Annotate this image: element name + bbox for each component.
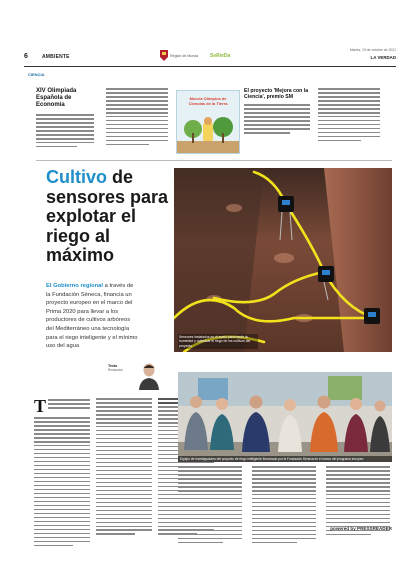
promo-title: Murcia Olímpica de Ciencias de la Tierra (188, 96, 228, 106)
region-logo-text: Región de Murcia (170, 54, 199, 58)
brief-4-headline: El proyecto 'Mejora con la Ciencia', premio SM (244, 88, 309, 101)
header-rule (24, 66, 396, 67)
rubric-label: CIENCIA (28, 72, 45, 77)
region-logo-icon (160, 50, 168, 61)
main-headline-rest: de sensores para explotar el riego al máximo (46, 167, 169, 265)
page-header (24, 48, 396, 64)
promo-box (176, 90, 240, 154)
pressreader-badge[interactable]: powered by PRESSREADER (330, 526, 392, 531)
body-column-2 (96, 398, 152, 535)
section-label: AMBIENTE (42, 54, 70, 60)
edition-date: Martes, 19 de octubre de 2021 (349, 48, 396, 52)
main-headline-accent: Cultivo (46, 167, 107, 187)
byline-role: Redacción (108, 368, 124, 372)
brief-2 (106, 88, 168, 145)
team-photo-caption: Equipo de investigadores del proyecto de riego inteligente financiado por la Fundación Séneca en el marco del programa europeo (178, 456, 392, 462)
author-avatar (138, 362, 160, 390)
main-headline (46, 168, 174, 266)
main-lead (46, 282, 138, 351)
team-photo (178, 372, 392, 462)
body-column-1 (34, 398, 90, 546)
briefs-rule (36, 160, 392, 161)
brief-4 (244, 88, 310, 134)
body-column-6 (326, 466, 390, 535)
page-number: 6 (24, 53, 28, 60)
main-lead-accent: El Gobierno regional (46, 283, 104, 289)
newspaper-name: LA VERDAD (370, 55, 396, 60)
byline-name: Texto (108, 364, 118, 368)
sensor-device-3 (364, 308, 380, 324)
sponsor-logo: SeRieDa (210, 53, 231, 59)
sensor-photo (174, 168, 392, 352)
drop-cap: T (34, 396, 47, 416)
body-column-5 (252, 466, 316, 543)
brief-1 (36, 88, 94, 147)
main-lead-rest: a través de la Fundación Séneca, financia un proyecto europeo en el marco del Prima 2020 para llevar a los productores de cultivos arbóreos del Mediterráneo una tecnología para el riego inteligente y el mínimo uso del agua (46, 283, 138, 350)
brief-5 (318, 88, 380, 141)
sensor-photo-caption: Sensores instalados en el suelo para medir la humedad y optimizar el riego de los cultivos del proyecto (178, 334, 258, 349)
body-column-4 (178, 466, 242, 543)
brief-1-headline: XIV Olimpiada Española de Economía (36, 88, 77, 108)
promo-illustration (177, 115, 239, 153)
